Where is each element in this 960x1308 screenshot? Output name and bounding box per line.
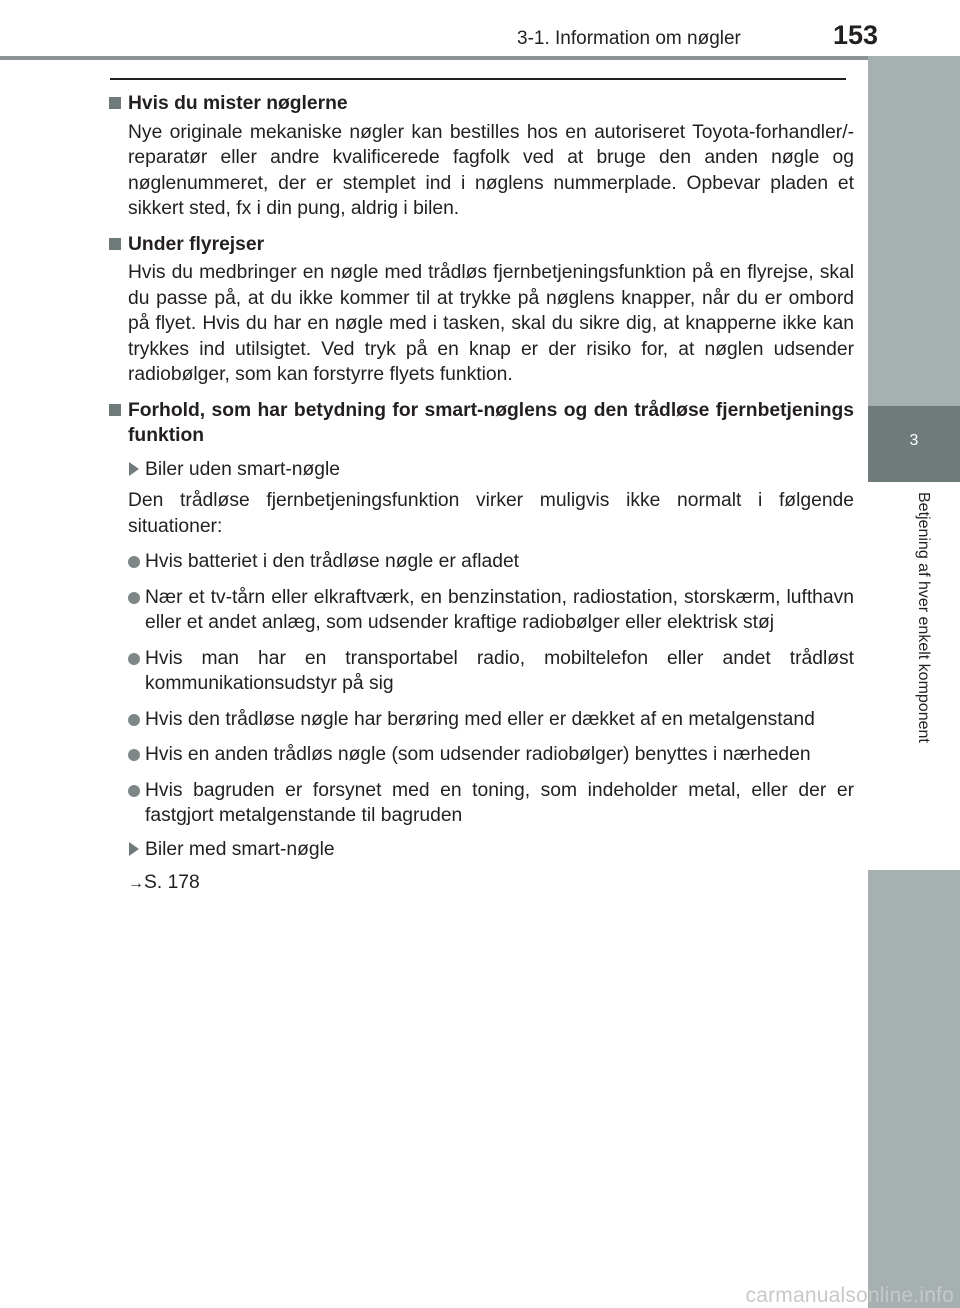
heading-text: Hvis du mister nøglerne bbox=[128, 93, 348, 114]
header-rule bbox=[0, 56, 960, 60]
arrow-right-icon: → bbox=[128, 875, 144, 892]
section-heading bbox=[108, 232, 854, 258]
list-item-text: Hvis batteriet i den trådløse nøgle er afladet bbox=[145, 551, 520, 572]
section-lost-keys bbox=[108, 91, 854, 222]
list-item bbox=[128, 646, 854, 697]
list-item-text: Hvis den trådløse nøgle har berøring med eller er dækket af en metalgenstand bbox=[145, 708, 815, 730]
subheading-with-smart-key bbox=[128, 837, 854, 863]
list-item bbox=[128, 742, 854, 768]
side-tab-label: Betjening af hver enkelt komponent bbox=[915, 492, 932, 743]
triangle-bullet-icon bbox=[129, 842, 139, 856]
subheading-without-smart-key bbox=[128, 457, 854, 483]
subheading-text: Biler uden smart-nøgle bbox=[145, 458, 341, 480]
round-bullet-icon bbox=[128, 556, 140, 568]
side-tab-upper bbox=[868, 56, 960, 406]
heading-text: Forhold, som har betydning for smart-nøglens og den trådløse fjernbetjenings funktion bbox=[128, 399, 854, 446]
round-bullet-icon bbox=[128, 749, 140, 761]
page-reference-text: S. 178 bbox=[144, 872, 200, 893]
round-bullet-icon bbox=[128, 785, 140, 797]
heading-text: Under flyrejser bbox=[128, 233, 265, 255]
section-heading bbox=[108, 91, 854, 117]
section-flights bbox=[108, 232, 854, 388]
section-paragraph: Nye originale mekaniske nøgler kan bestilles hos en autoriseret Toyota-forhandler/-reparatør eller andre kvalificerede fagfolk ved at bruge den anden nøgle og nøglenummeret, der er stemplet ind i nøglens nummerplade. Opbevar pladen et sikkert sted, fx i din pung, aldrig i bilen. bbox=[128, 121, 854, 219]
round-bullet-icon bbox=[128, 592, 140, 604]
side-tab-lower bbox=[868, 870, 960, 1308]
page-number: 153 bbox=[833, 20, 879, 50]
page-reference-link[interactable] bbox=[128, 870, 854, 897]
list-item bbox=[128, 778, 854, 829]
intro-paragraph: Den trådløse fjernbetjeningsfunktion virker muligvis ikke normalt i følgende situationer: bbox=[128, 490, 854, 537]
list-item bbox=[128, 707, 854, 733]
side-tab-number: 3 bbox=[909, 432, 919, 449]
square-bullet-icon bbox=[109, 238, 121, 250]
section-conditions bbox=[108, 398, 854, 897]
section-heading bbox=[108, 398, 854, 449]
watermark: carmanualsonline.info bbox=[745, 1284, 954, 1307]
round-bullet-icon bbox=[128, 714, 140, 726]
header-section-title: 3-1. Information om nøgler bbox=[517, 28, 741, 49]
side-tab-label-box bbox=[868, 482, 960, 862]
section-paragraph: Hvis du medbringer en nøgle med trådløs fjernbetjeningsfunktion på en flyrejse, skal du passe på, at du ikke kommer til at trykke på nøglens knapper, når du er ombord på flyet. Hvis du har en nøgle med i tasken, skal du sikre dig, at knapperne ikke kan trykkes ind utilsigtet. Ved tryk på en knap er der risiko for, at nøglen udsender radiobølger, som kan forstyrre flyets funktion. bbox=[128, 262, 854, 385]
list-item-text: Hvis en anden trådløs nøgle (som udsender radiobølger) benyttes i nærheden bbox=[145, 744, 811, 765]
page-content bbox=[108, 91, 854, 907]
triangle-bullet-icon bbox=[129, 462, 139, 476]
list-item-text: Hvis man har en transportabel radio, mobiltelefon eller andet trådløst kommunikationsudstyr på sig bbox=[145, 647, 854, 694]
square-bullet-icon bbox=[109, 97, 121, 109]
content-divider bbox=[110, 78, 846, 80]
list-item-text: Hvis bagruden er forsynet med en toning, som indeholder metal, eller der er fastgjort metalgenstande til bagruden bbox=[145, 779, 854, 826]
subheading-text: Biler med smart-nøgle bbox=[145, 838, 335, 860]
round-bullet-icon bbox=[128, 653, 140, 665]
list-item-text: Nær et tv-tårn eller elkraftværk, en benzinstation, radiostation, storskærm, lufthavn eller et andet anlæg, som udsender kraftige radiobølger eller elektrisk støj bbox=[145, 586, 854, 633]
square-bullet-icon bbox=[109, 404, 121, 416]
list-item bbox=[128, 585, 854, 636]
list-item bbox=[128, 549, 854, 575]
